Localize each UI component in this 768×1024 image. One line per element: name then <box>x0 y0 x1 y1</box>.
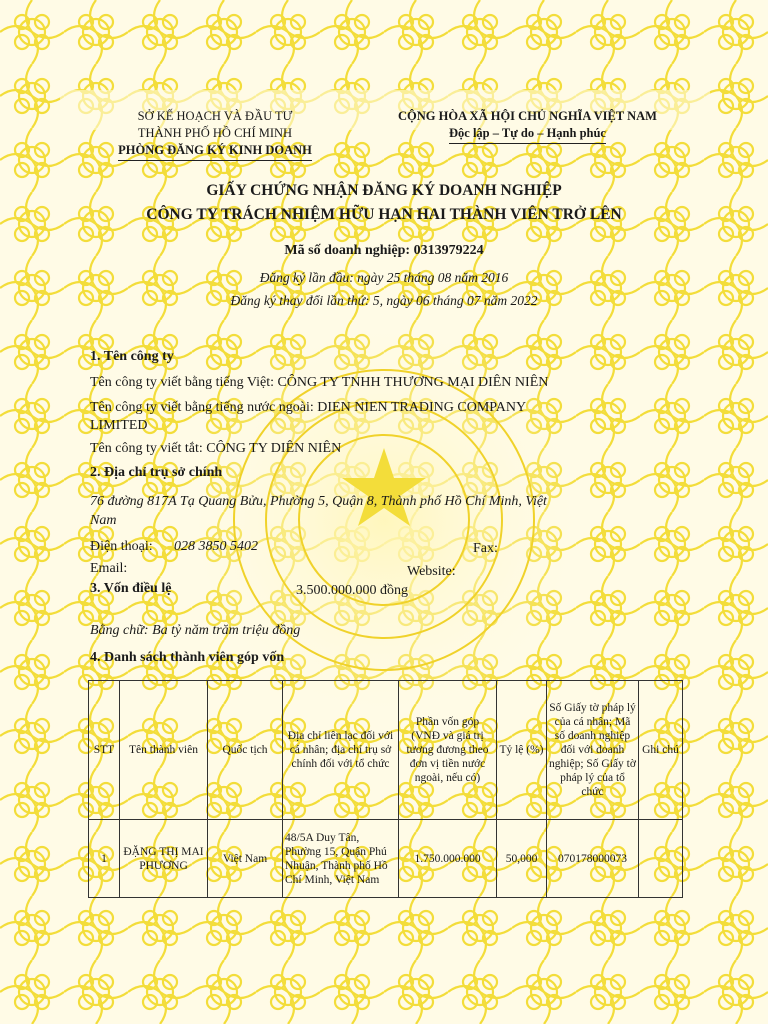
table-cell: 50,000 <box>497 820 547 898</box>
charter-capital-amount: 3.500.000.000 đồng <box>296 583 408 598</box>
column-header: Số Giấy tờ pháp lý của cá nhân; Mã số doanh nghiệp đối với doanh nghiệp; Số Giấy tờ pháp lý của tổ chức <box>547 681 639 820</box>
website-label: Website: <box>407 564 456 579</box>
certificate-title: GIẤY CHỨNG NHẬN ĐĂNG KÝ DOANH NGHIỆP <box>206 182 562 199</box>
section-2-heading: 2. Địa chỉ trụ sở chính <box>90 465 223 480</box>
address-line-2: Nam <box>90 513 117 528</box>
table-row <box>89 820 683 898</box>
column-header: Tên thành viên <box>120 681 208 820</box>
phone-value: 028 3850 5402 <box>174 539 258 554</box>
table-cell: Việt Nam <box>208 820 283 898</box>
short-name: Tên công ty viết tắt: CÔNG TY DIÊN NIÊN <box>90 441 342 456</box>
foreign-name-line-1: Tên công ty viết bằng tiếng nước ngoài: DIEN NIEN TRADING COMPANY <box>90 400 527 415</box>
table-cell: ĐẶNG THỊ MAI PHƯƠNG <box>120 820 208 898</box>
members-table <box>88 680 683 898</box>
vietnamese-name: Tên công ty viết bằng tiếng Việt: CÔNG TY TNHH THƯƠNG MẠI DIÊN NIÊN <box>90 375 549 390</box>
capital-in-words: Bằng chữ: Ba tỷ năm trăm triệu đồng <box>90 623 301 638</box>
change-registration-date: Đăng ký thay đổi lần thứ: 5, ngày 06 tháng 07 năm 2022 <box>230 293 538 308</box>
issuing-authority <box>100 108 330 161</box>
fax-label: Fax: <box>473 541 498 556</box>
motto-line-1: CỘNG HÒA XÃ HỘI CHỦ NGHĨA VIỆT NAM <box>398 109 657 123</box>
national-motto <box>370 108 685 144</box>
column-header: STT <box>89 681 120 820</box>
column-header: Ghi chú <box>639 681 683 820</box>
enterprise-code: Mã số doanh nghiệp: 0313979224 <box>284 243 484 258</box>
table-cell: 48/5A Duy Tân, Phường 15, Quận Phú Nhuận, Thành phố Hồ Chí Minh, Việt Nam <box>283 820 399 898</box>
foreign-name-line-2: LIMITED <box>90 418 148 433</box>
section-1-heading: 1. Tên công ty <box>90 349 174 364</box>
column-header: Địa chỉ liên lạc đối với cá nhân; địa chỉ trụ sở chính đối với tổ chức <box>283 681 399 820</box>
authority-line-1: SỞ KẾ HOẠCH VÀ ĐẦU TƯ <box>137 109 293 123</box>
motto-line-2: Độc lập – Tự do – Hạnh phúc <box>449 125 606 144</box>
authority-line-2: THÀNH PHỐ HỒ CHÍ MINH <box>137 126 293 140</box>
company-type-title: CÔNG TY TRÁCH NHIỆM HỮU HẠN HAI THÀNH VIÊN TRỞ LÊN <box>146 206 622 223</box>
address-line-1: 76 đường 817A Tạ Quang Bửu, Phường 5, Quận 8, Thành phố Hồ Chí Minh, Việt <box>90 494 547 509</box>
table-cell <box>639 820 683 898</box>
phone-label: Điện thoại: <box>90 539 153 554</box>
column-header: Tỷ lệ (%) <box>497 681 547 820</box>
section-4-heading: 4. Danh sách thành viên góp vốn <box>90 650 285 665</box>
table-cell: 1 <box>89 820 120 898</box>
authority-line-3: PHÒNG ĐĂNG KÝ KINH DOANH <box>118 142 312 161</box>
email-label: Email: <box>90 561 128 576</box>
table-header-row <box>89 681 683 820</box>
table-cell: 070178000073 <box>547 820 639 898</box>
first-registration-date: Đăng ký lần đầu: ngày 25 tháng 08 năm 2016 <box>259 270 509 285</box>
section-3-heading: 3. Vốn điều lệ <box>90 581 172 596</box>
column-header: Quốc tịch <box>208 681 283 820</box>
column-header: Phần vốn góp (VNĐ và giá trị tương đương theo đơn vị tiền nước ngoài, nếu có) <box>399 681 497 820</box>
table-cell: 1.750.000.000 <box>399 820 497 898</box>
